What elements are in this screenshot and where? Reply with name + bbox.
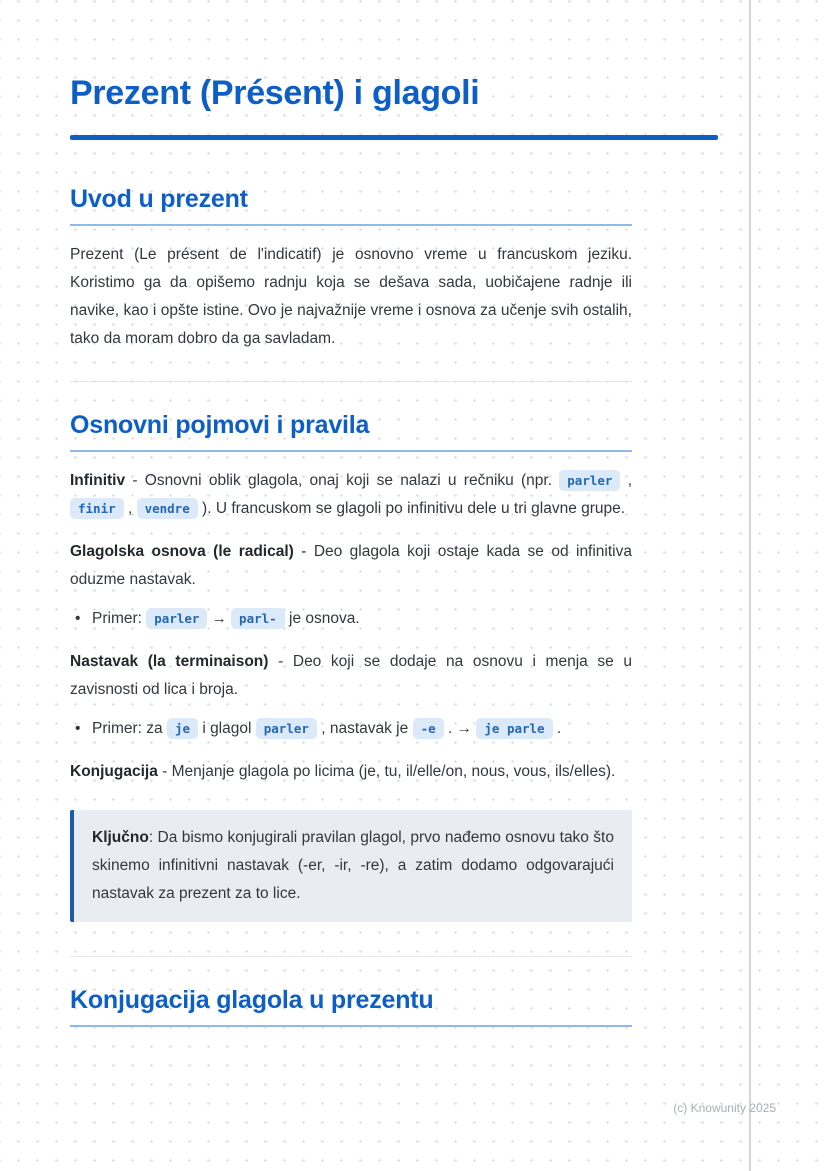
section-divider	[70, 956, 632, 957]
paragraph-osnova	[70, 538, 632, 594]
term-osnova: Glagolska osnova (le radical)	[70, 542, 294, 560]
section-heading-uvod: Uvod u prezent	[70, 184, 632, 226]
term-konjugacija: Konjugacija	[70, 762, 158, 780]
bullet-item-primer-nastavak	[70, 715, 632, 743]
paragraph-nastavak	[70, 648, 632, 704]
section-heading-pojmovi: Osnovni pojmovi i pravila	[70, 410, 632, 452]
bullet-list	[70, 605, 632, 633]
code-chip-parler: parler	[559, 470, 620, 491]
text-segment: - Osnovni oblik glagola, onaj koji se nalazi u rečniku (npr.	[125, 471, 553, 489]
code-chip-vendre: vendre	[137, 498, 198, 519]
code-chip-je: je	[167, 718, 198, 739]
code-chip-je-parle: je parle	[476, 718, 552, 739]
document-content	[70, 72, 632, 1027]
page-title: Prezent (Présent) i glagoli	[70, 74, 480, 112]
text-segment: ). U francuskom se glagoli po infinitivu dele u tri glavne grupe.	[202, 499, 626, 517]
callout-box	[70, 810, 632, 922]
bullet-marker: •	[75, 719, 81, 737]
bullet-list	[70, 715, 632, 743]
text-segment: ,	[627, 471, 632, 489]
term-kljucno: Ključno	[92, 828, 149, 846]
text-segment: Primer:	[92, 609, 142, 627]
paragraph-infinitiv	[70, 467, 632, 523]
copyright-footer: (c) Knowunity 2025	[673, 1101, 776, 1115]
text-segment: - Deo koji se dodaje na osnovu i menja se u zavisnosti od lica i broja.	[70, 652, 633, 698]
text-segment: je osnova.	[289, 609, 360, 627]
code-chip-parl: parl-	[231, 608, 285, 629]
section-divider	[70, 381, 632, 382]
code-chip-e-ending: -e	[413, 718, 444, 739]
text-segment: , nastavak je	[321, 719, 409, 737]
text-segment: .	[556, 719, 562, 737]
term-infinitiv: Infinitiv	[70, 471, 126, 489]
bullet-item-primer-osnova	[70, 605, 632, 633]
title-underline-rule	[70, 135, 718, 140]
callout-text	[92, 824, 614, 908]
text-segment: - Deo glagola koji ostaje kada se od infinitiva oduzme nastavak.	[70, 542, 632, 588]
bullet-marker: •	[75, 609, 81, 627]
code-chip-parler: parler	[146, 608, 207, 629]
code-chip-finir: finir	[70, 498, 124, 519]
text-segment: : Da bismo konjugirali pravilan glagol, prvo nađemo osnovu tako što skinemo infinitivni nastavak (-er, -ir, -re), a zatim dodamo odgovarajući nastavak za prezent za to lice.	[92, 828, 614, 902]
page-edge-line	[749, 0, 751, 1171]
paragraph-konjugacija	[70, 758, 632, 786]
text-segment: - Menjanje glagola po licima (je, tu, il/elle/on, nous, vous, ils/elles).	[157, 762, 616, 780]
term-nastavak: Nastavak (la terminaison)	[70, 652, 269, 670]
text-segment: ,	[127, 499, 133, 517]
text-segment: . →	[447, 719, 473, 737]
section-heading-konjugacija-prezent: Konjugacija glagola u prezentu	[70, 985, 632, 1027]
arrow-right-icon: →	[211, 609, 227, 627]
paragraph-uvod: Prezent (Le présent de l'indicatif) je osnovno vreme u francuskom jeziku. Koristimo ga da opišemo radnju koja se dešava sada, uobičajene radnje ili navike, kao i opšte istine. Ovo je najvažnije vreme i osnova za učenje svih ostalih, tako da moram dobro da ga savladam.	[70, 245, 632, 347]
text-segment: i glagol	[202, 719, 252, 737]
code-chip-parler: parler	[256, 718, 317, 739]
text-segment: Primer: za	[92, 719, 163, 737]
